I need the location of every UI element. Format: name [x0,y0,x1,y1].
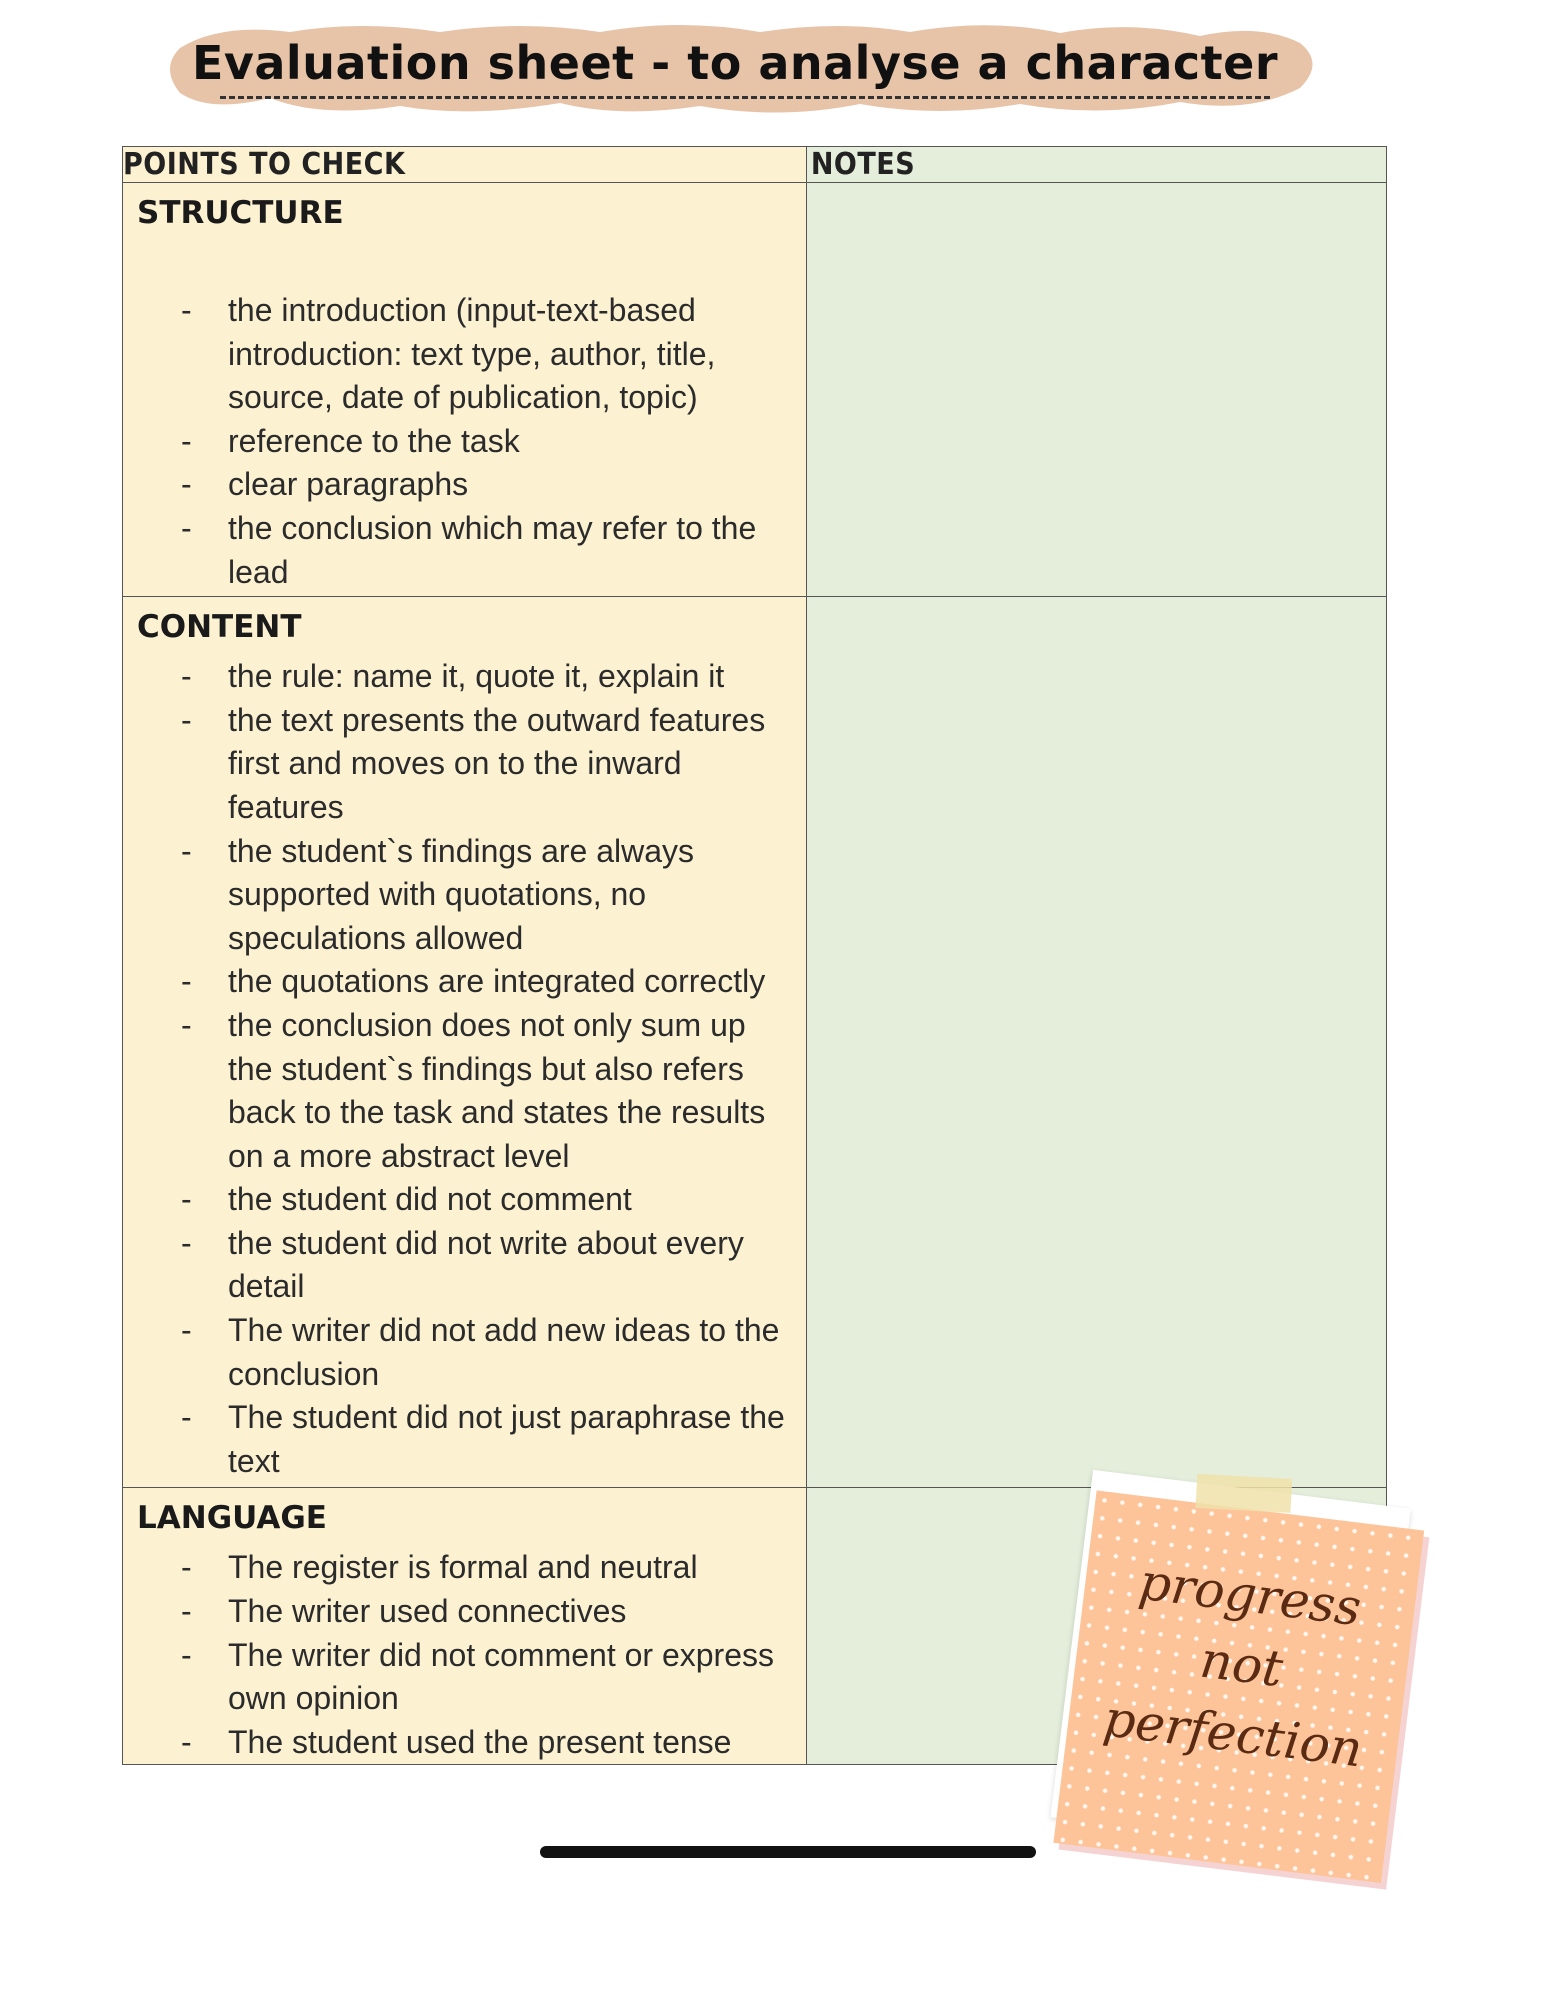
section-title-structure: STRUCTURE [137,195,344,231]
quote-line-not: not [1197,1630,1286,1699]
list-item: - the conclusion does not only sum up the student`s findings but also refers back to the task and states the results on a more abstract level [123,1004,796,1178]
list-item: - the quotations are integrated correctly [123,960,796,1004]
notes-cell-content[interactable] [806,597,1386,1488]
list-item: - The student used the present tense [123,1721,796,1765]
home-indicator-bar[interactable] [540,1846,1036,1858]
list-item: - the conclusion which may refer to the lead [123,507,796,594]
notes-cell-structure[interactable] [806,183,1386,597]
list-item: - the student`s findings are always supported with quotations, no speculations allowed [123,830,796,961]
list-item: - the text presents the outward features first and moves on to the inward features [123,699,796,830]
list-item: - The register is formal and neutral [123,1546,796,1590]
list-item: - The writer did not comment or express own opinion [123,1634,796,1721]
list-item: - The student did not just paraphrase the text [123,1396,796,1483]
quote-line-perfection: perfection [1100,1689,1366,1779]
section-title-content: CONTENT [137,609,302,646]
list-item: - the student did not comment [123,1178,796,1222]
list-item: - the introduction (input-text-based introduction: text type, author, title, source, date of publication, topic) [123,289,796,420]
tape-strip [1196,1474,1293,1513]
points-cell-language [123,1488,807,1765]
table-row-structure [123,183,1387,597]
title-dashed-underline [220,96,1270,99]
list-item: - The writer did not add new ideas to the conclusion [123,1309,796,1396]
sticky-note-sticker [1017,1446,1443,1889]
list-item: - reference to the task [123,420,796,464]
table-row-content [123,597,1387,1488]
checklist-structure [123,289,806,596]
list-item: - the rule: name it, quote it, explain it [123,655,796,699]
checklist-language [123,1546,806,1764]
list-item: - the student did not write about every detail [123,1222,796,1309]
page-title: Evaluation sheet - to analyse a character [191,36,1279,90]
list-item: - clear paragraphs [123,463,796,507]
checklist-content [123,655,806,1487]
quote-line-progress: progress [1135,1552,1365,1638]
column-header-notes: NOTES [806,147,1386,183]
sticky-note-quote [1065,1540,1418,1789]
points-cell-content [123,597,807,1488]
section-title-language: LANGUAGE [137,1500,327,1537]
list-item: - The writer used connectives [123,1590,796,1634]
column-header-points: POINTS TO CHECK [123,147,807,183]
table-header-row [123,147,1387,183]
points-cell-structure [123,183,807,597]
title-banner [140,18,1330,118]
